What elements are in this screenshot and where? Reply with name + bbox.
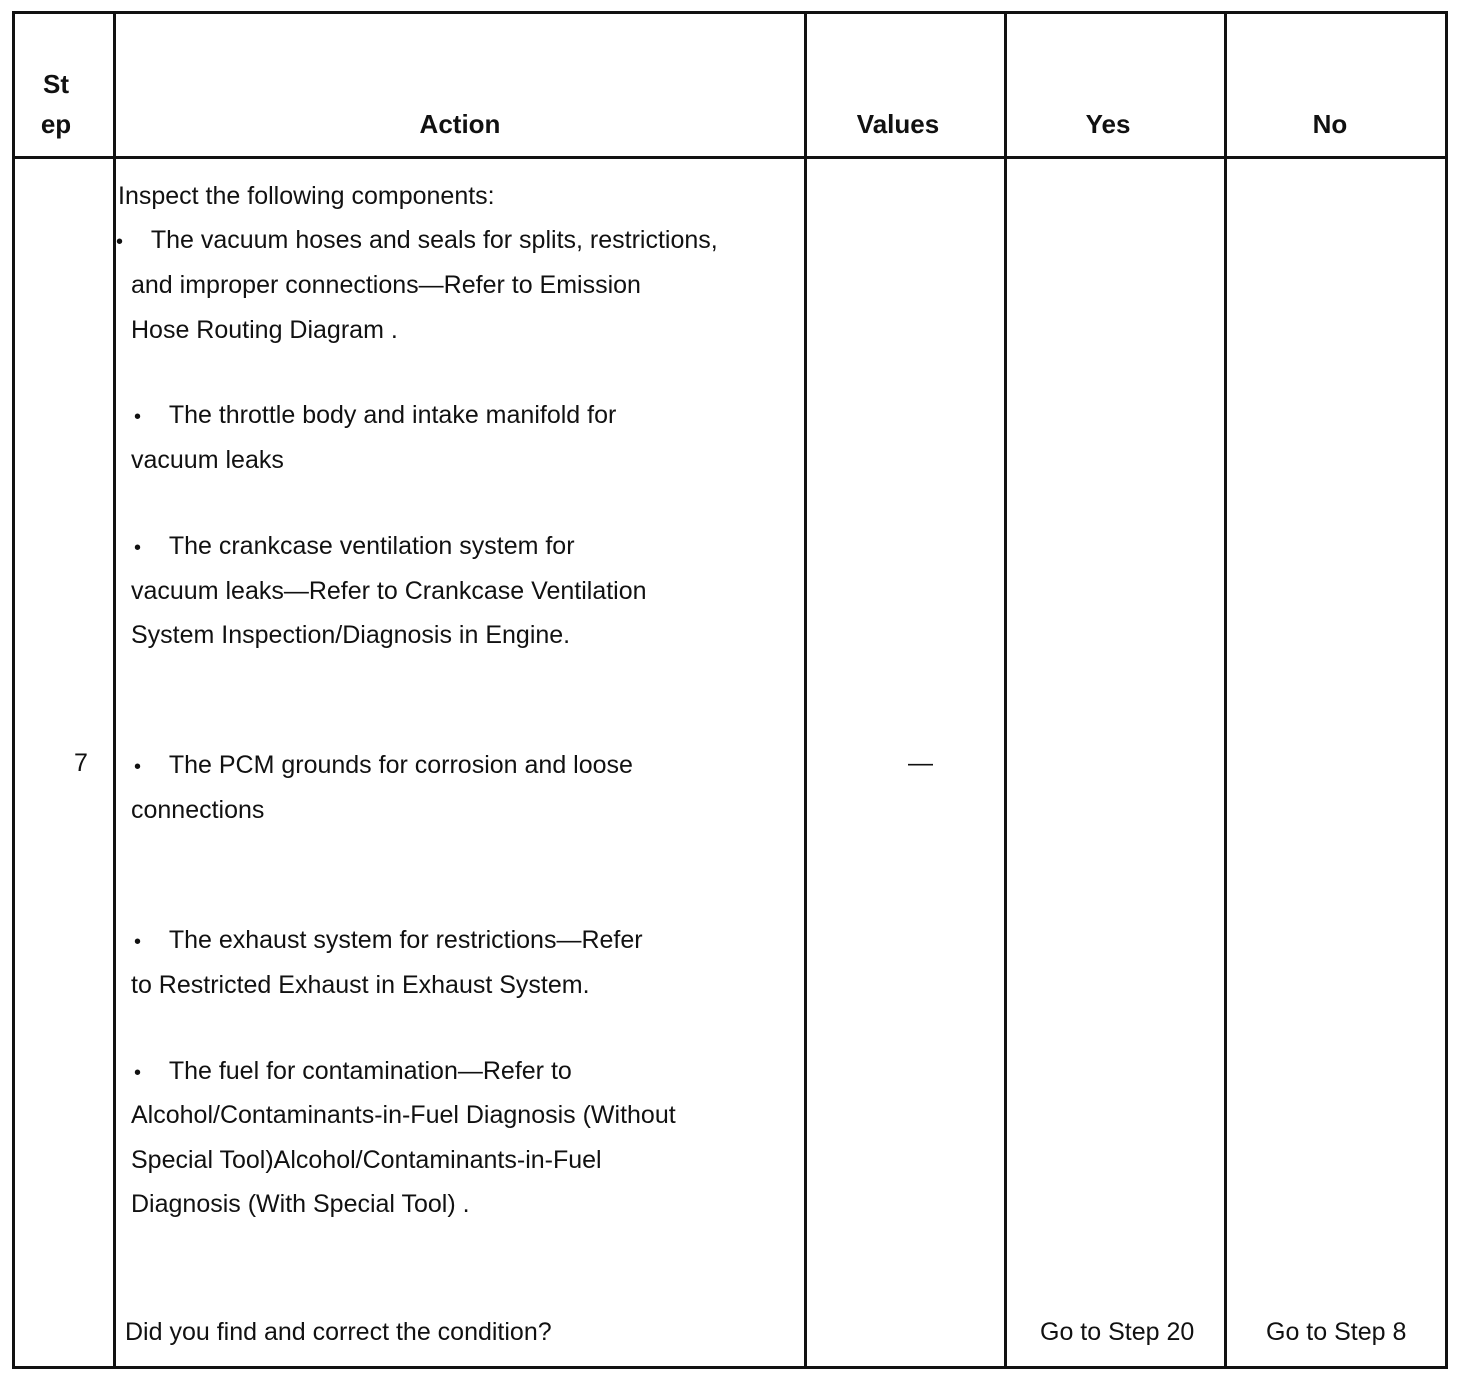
values-cell: — (908, 749, 933, 777)
action-item-2 (134, 393, 616, 439)
action-item-4-line-1: The PCM grounds for corrosion and loose (168, 751, 633, 779)
header-step-line2: ep (40, 109, 72, 139)
action-item-6-line-3: Special Tool)Alcohol/Contaminants-in-Fuel (131, 1146, 602, 1174)
action-item-1 (116, 218, 718, 264)
action-item-6-line-1: The fuel for contamination—Refer to (168, 1057, 572, 1085)
action-item-5-line-1: The exhaust system for restrictions—Refer (168, 926, 643, 954)
column-divider-yes (1224, 11, 1227, 1369)
action-question: Did you find and correct the condition? (125, 1318, 552, 1346)
column-divider-step (113, 11, 116, 1369)
action-item-4 (134, 743, 633, 789)
action-item-5-line-2: to Restricted Exhaust in Exhaust System. (131, 971, 590, 999)
column-divider-action (804, 11, 807, 1369)
bullet-icon: • (116, 231, 124, 253)
header-yes: Yes (1085, 109, 1131, 139)
action-intro: Inspect the following components: (118, 182, 495, 210)
action-item-6-line-2: Alcohol/Contaminants-in-Fuel Diagnosis (Without (131, 1101, 676, 1129)
header-action: Action (419, 109, 501, 139)
header-no: No (1312, 109, 1348, 139)
action-item-6 (134, 1049, 572, 1095)
bullet-icon: • (134, 756, 142, 778)
header-values: Values (856, 109, 940, 139)
bullet-icon: • (134, 537, 142, 559)
column-divider-values (1004, 11, 1007, 1369)
bullet-icon: • (134, 1062, 142, 1084)
bullet-icon: • (134, 406, 142, 428)
action-item-3 (134, 524, 575, 570)
action-item-2-line-2: vacuum leaks (131, 446, 284, 474)
action-item-4-line-2: connections (131, 796, 265, 824)
action-item-1-line-1: The vacuum hoses and seals for splits, restrictions, (150, 226, 718, 254)
yes-cell: Go to Step 20 (1040, 1318, 1195, 1346)
action-item-6-line-4: Diagnosis (With Special Tool) . (131, 1190, 470, 1218)
action-item-3-line-3: System Inspection/Diagnosis in Engine. (131, 621, 571, 649)
action-item-3-line-2: vacuum leaks—Refer to Crankcase Ventilation (131, 577, 647, 605)
action-item-1-line-2: and improper connections—Refer to Emission (131, 271, 641, 299)
action-item-5 (134, 918, 643, 964)
header-step-line1: St (43, 69, 69, 99)
bullet-icon: • (134, 931, 142, 953)
header-step (16, 64, 96, 144)
no-cell: Go to Step 8 (1266, 1318, 1407, 1346)
step-number: 7 (74, 749, 88, 777)
action-item-3-line-1: The crankcase ventilation system for (168, 532, 575, 560)
header-divider (12, 156, 1448, 159)
action-item-2-line-1: The throttle body and intake manifold for (168, 401, 617, 429)
action-item-1-line-3: Hose Routing Diagram . (131, 316, 398, 344)
